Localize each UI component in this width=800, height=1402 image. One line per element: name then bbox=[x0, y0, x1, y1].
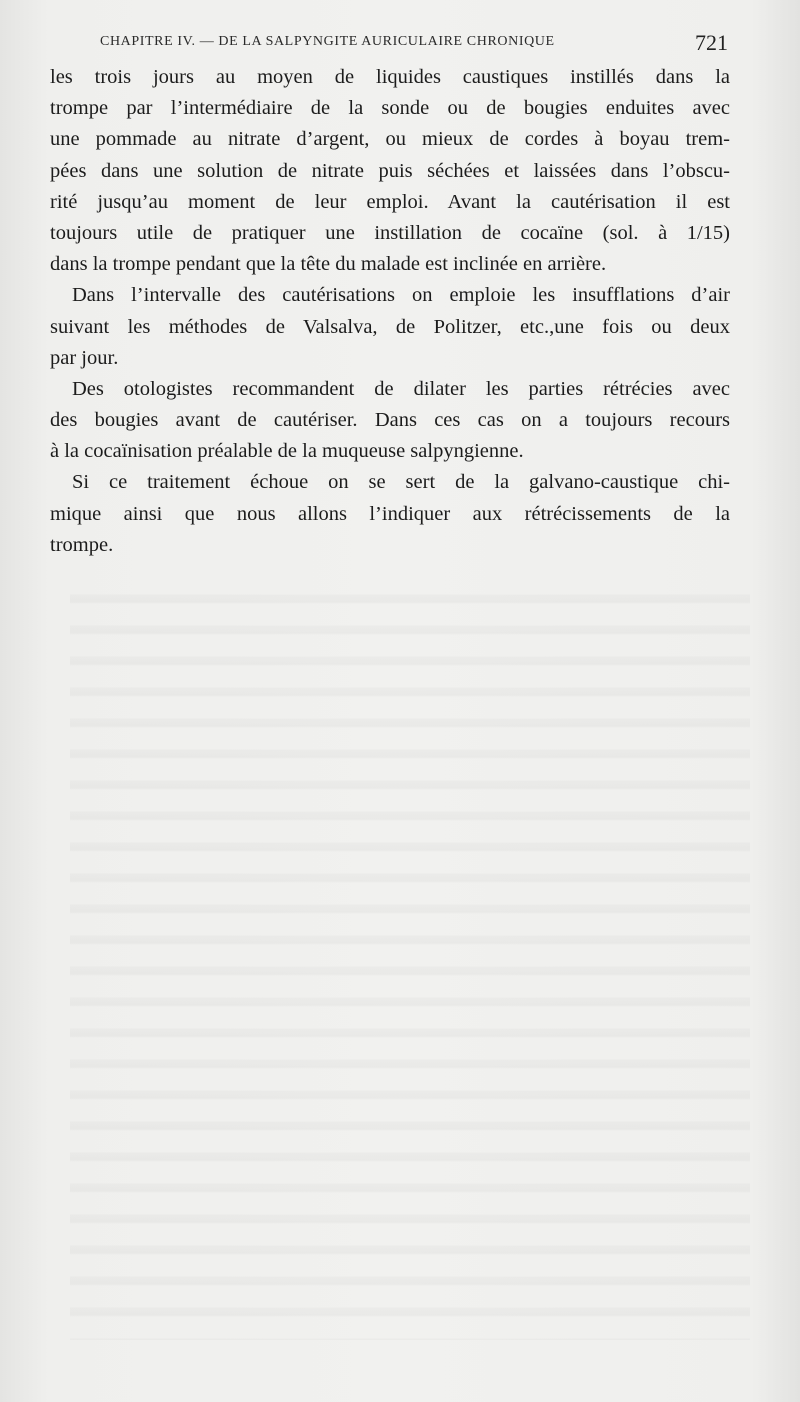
running-head: CHAPITRE IV. — DE LA SALPYNGITE AURICULAIRE CHRONIQUE bbox=[100, 34, 555, 49]
text-line: dans la trompe pendant que la tête du malade est inclinée en arrière. bbox=[50, 253, 607, 276]
text-line: à la cocaïnisation préalable de la muqueuse salpyngienne. bbox=[50, 440, 524, 463]
page-number: 721 bbox=[695, 30, 728, 55]
text-line: par jour. bbox=[50, 346, 119, 369]
text-line: les trois jours au moyen de liquides caustiques instillés dans la bbox=[50, 66, 730, 88]
text-line: suivant les méthodes de Valsalva, de Politzer, etc.,une fois ou deux bbox=[50, 315, 730, 338]
text-line: des bougies avant de cautériser. Dans ces cas on a toujours recours bbox=[50, 409, 730, 432]
text-line: une pommade au nitrate d’argent, ou mieux de cordes à boyau trem- bbox=[50, 128, 730, 151]
page-header bbox=[100, 30, 728, 58]
paragraph-start-line: Si ce traitement échoue on se sert de la galvano-caustique chi- bbox=[72, 471, 730, 494]
text-line: mique ainsi que nous allons l’indiquer aux rétrécissements de la bbox=[50, 502, 730, 525]
text-line: trompe par l’intermédiaire de la sonde ou de bougies enduites avec bbox=[50, 97, 730, 120]
text-line: toujours utile de pratiquer une instillation de cocaïne (sol. à 1/15) bbox=[50, 221, 730, 244]
paragraph-start-line: Dans l’intervalle des cautérisations on emploie les insufflations d’air bbox=[72, 284, 730, 307]
text-line: trompe. bbox=[50, 533, 114, 556]
paragraph-start-line: Des otologistes recommandent de dilater les parties rétrécies avec bbox=[72, 377, 730, 400]
text-line: pées dans une solution de nitrate puis séchées et laissées dans l’obscu- bbox=[50, 159, 730, 182]
text-line: rité jusqu’au moment de leur emploi. Avant la cautérisation il est bbox=[50, 190, 730, 213]
show-through-texture bbox=[70, 580, 750, 1340]
body-text bbox=[50, 62, 730, 561]
